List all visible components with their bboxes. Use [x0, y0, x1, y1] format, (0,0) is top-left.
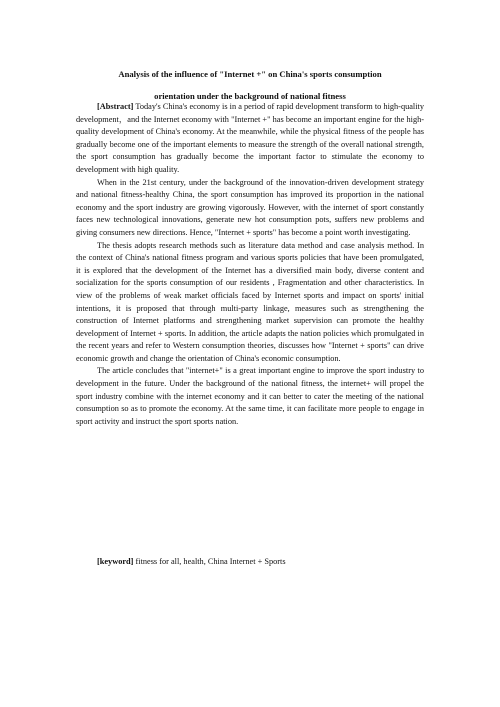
keyword-label: [keyword]: [97, 557, 134, 566]
title-line-1: Analysis of the influence of "Internet +" on China's sports consumption: [118, 69, 382, 79]
abstract-label: [Abstract]: [97, 102, 134, 111]
keyword-text: fitness for all, health, China Internet + Sports: [135, 557, 286, 566]
title-line-2: orientation under the background of national fitness: [154, 91, 346, 101]
abstract-paragraph-4: The article concludes that "internet+" is a great important engine to improve the sport industry to development in the future. Under the background of the national fitness, the internet+ will propel the sport industry combine with the internet economy and it can better to cater the meeting of the national consumption so as to promote the economy. At the same time, it can facilitate more people to engage in sport activity and instruct the sport sports nation.: [76, 366, 424, 426]
abstract-paragraph-1: [76, 101, 424, 177]
abstract-paragraph-1-text: Today's China's economy is in a period of rapid development transform to high-quality development，and the Internet economy with "Internet +" has become an important engine for the high-quality development of China's economy. At the meanwhile, while the physical fitness of the people has gradually become one of the important elements to measure the strength of the overall national strength, the sport consumption has gradually become the important factor to stimulate the economy to development with high quality.: [76, 102, 424, 174]
keyword-line: [76, 556, 424, 569]
abstract-paragraph-3: The thesis adopts research methods such as literature data method and case analysis method. In the context of China's national fitness program and various sports policies that have been promulgated, it is explored that the development of the Internet has a diversified main body, diverse content and socialization for the sports consumption of our residents , Fragmentation and other characteristics. In view of the problems of weak market officials faced by Internet sports and impact on sports' initial intentions, it is proposed that through multi-party linkage, measures such as strengthening the construction of Internet platforms and strengthening market supervision can promote the healthy development of Internet + sports. In addition, the article adapts the nation policies which promulgated in the recent years and refer to Western consumption theories, discusses how "Internet + sports" can drive economic growth and change the orientation of China's economic consumption.: [76, 240, 424, 363]
abstract-section: [76, 101, 424, 428]
abstract-paragraph-2: When in the 21st century, under the background of the innovation-driven development strategy and national fitness-healthy China, the sport consumption has improved its proportion in the national economy and the sport industry are growing vigorously. However, with the internet of sport constantly faces new technological innovations, generate new hot consumption pots, suffers new problems and giving consumers new directions. Hence, "Internet + sports" has become a point worth investigating.: [76, 177, 424, 237]
